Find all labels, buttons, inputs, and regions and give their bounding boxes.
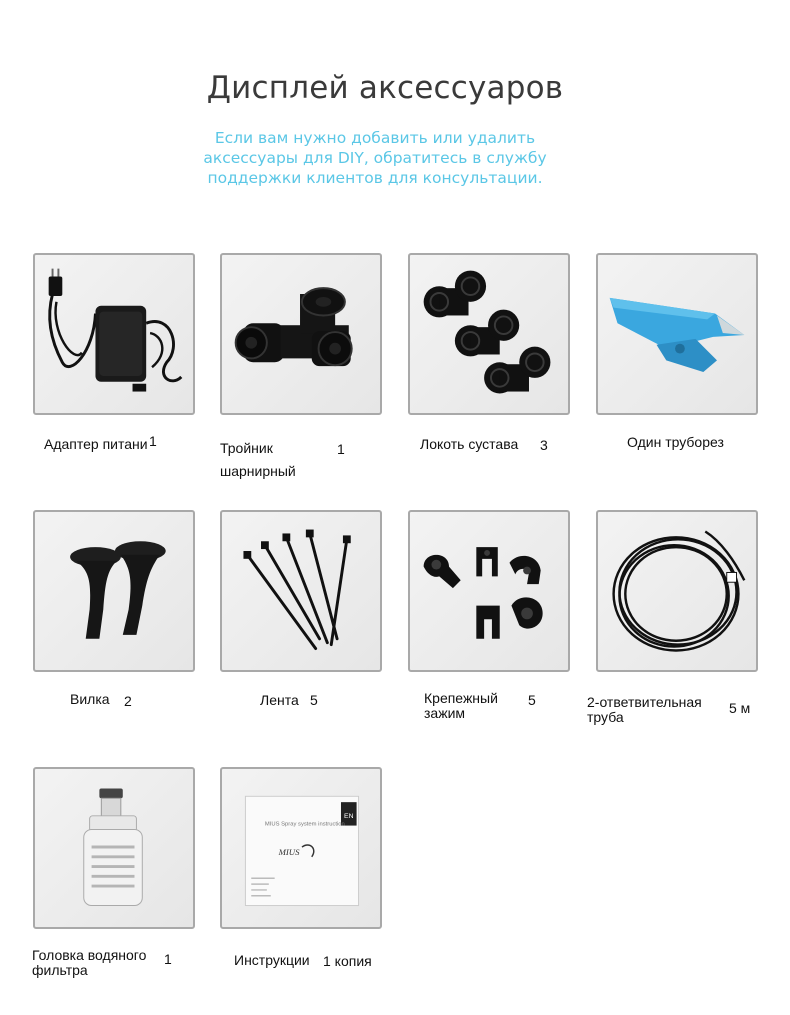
qty-elbow-joint: 3 [540,437,548,453]
card-plug [33,510,195,672]
instruction-sheet-image [222,769,380,927]
page-subtitle [195,128,555,188]
label-tee-line-2: шарнирный [220,463,296,479]
page-title: Дисплей аксессуаров [206,70,564,106]
subtitle-line-2: аксессуары для DIY, обратитесь в службу [203,149,547,167]
label-plug: Вилка [70,691,110,707]
subtitle-line-1: Если вам нужно добавить или удалить [214,129,536,147]
qty-power-adapter: 1 [149,433,157,449]
pipe-cutter-image [598,255,756,413]
label-tube-line-2: труба [587,709,624,725]
sheet-heading-text: MIUS Spray system instruction [264,821,345,828]
qty-two-way-tube: 5 м [729,700,751,716]
qty-cable-ties: 5 [310,692,318,708]
qty-mounting-clamp: 5 [528,692,536,708]
power-adapter-image [35,255,193,413]
subtitle-line-3: поддержки клиентов для консультации. [207,169,543,187]
card-cable-ties [220,510,382,672]
card-instructions [220,767,382,929]
label-elbow-joint: Локоть сустава [420,436,519,452]
label-pipe-cutter: Один труборез [627,434,724,450]
card-water-filter-head [33,767,195,929]
label-two-way-tube [587,695,702,725]
sheet-tab-text: EN [344,812,354,820]
label-mounting-clamp [424,691,498,721]
qty-tee-connector: 1 [337,441,345,457]
card-mounting-clamp [408,510,570,672]
label-water-filter-head [32,948,146,978]
cable-ties-image [222,512,380,670]
card-tee-connector [220,253,382,415]
water-filter-image [35,769,193,927]
plug-image [35,512,193,670]
tube-coil-image [598,512,756,670]
label-tee-connector [220,437,296,483]
mounting-clamp-image [410,512,568,670]
label-clamp-line-1: Крепежный [424,690,498,706]
card-two-way-tube [596,510,758,672]
label-tee-line-1: Тройник [220,440,273,456]
qty-plug: 2 [124,693,132,709]
label-filter-line-1: Головка водяного [32,947,147,963]
qty-instructions: 1 копия [323,953,372,969]
elbow-joint-image [410,255,568,413]
card-power-adapter [33,253,195,415]
label-filter-line-2: фильтра [32,962,88,978]
label-tube-line-1: 2-ответвительная [587,694,702,710]
label-power-adapter: Адаптер питани [44,436,148,452]
qty-water-filter-head: 1 [164,951,172,967]
label-instructions: Инструкции [234,952,310,968]
tee-connector-image [222,255,380,413]
card-pipe-cutter [596,253,758,415]
sheet-logo-text: MIUS [278,846,300,857]
card-elbow-joint [408,253,570,415]
label-clamp-line-2: зажим [424,705,466,721]
label-cable-ties: Лента [260,692,299,708]
